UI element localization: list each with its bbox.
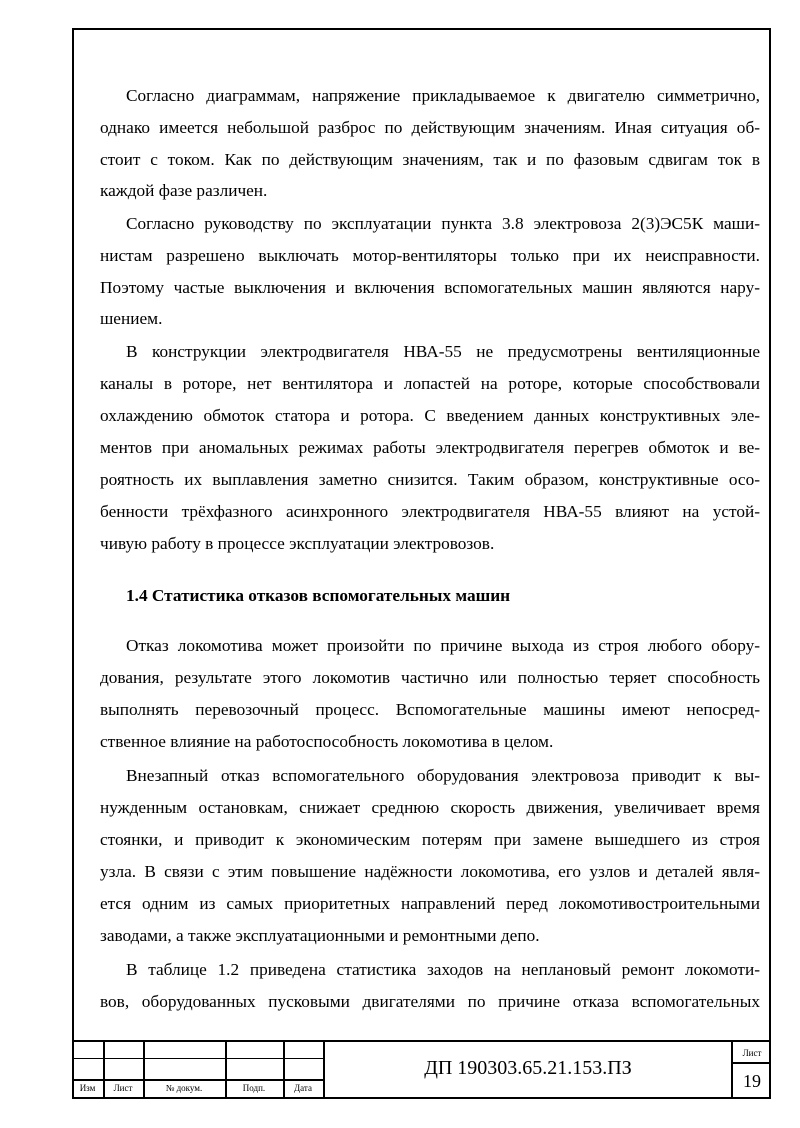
- sheet-label: Лист: [742, 1048, 762, 1058]
- text-line: стоит с током. Как по действующим значениям, так и по фазовым сдвигам ток в: [100, 150, 760, 169]
- text-line: Поэтому частые выключения и включения вспомогательных машин являются нару-: [100, 278, 760, 297]
- text-line: ственное влияние на работоспособность локомотива в целом.: [100, 732, 554, 751]
- text-line: В таблице 1.2 приведена статистика заходов на неплановый ремонт локомоти-: [126, 960, 760, 979]
- text-line: Согласно диаграммам, напряжение прикладываемое к двигателю симметрично,: [126, 86, 760, 105]
- text-line: нистам разрешено выключать мотор-вентиляторы только при их неисправности.: [100, 246, 760, 265]
- text-line: вов, оборудованных пусковыми двигателями по причине отказа вспомогательных: [100, 992, 760, 1011]
- text-line: чивую работу в процессе эксплуатации электровозов.: [100, 534, 495, 553]
- stamp-label-doc-number: № докум.: [165, 1083, 203, 1093]
- text-line: узла. В связи с этим повышение надёжности локомотива, его узлов и деталей явля-: [100, 862, 760, 881]
- text-line: ментов при аномальных режимах работы электродвигателя перегрев обмоток и ве-: [100, 438, 760, 457]
- section-heading: 1.4 Статистика отказов вспомогательных машин: [126, 586, 511, 605]
- text-line: Внезапный отказ вспомогательного оборудования электровоза приводит к вы-: [126, 766, 760, 785]
- text-line: каждой фазе различен.: [100, 181, 268, 200]
- text-line: стоянки, и приводит к экономическим потерям при замене вышедшего из строя: [100, 830, 760, 849]
- stamp-label-change: Изм: [79, 1083, 96, 1093]
- text-line: нужденным остановкам, снижает среднюю скорость движения, увеличивает время: [100, 798, 760, 817]
- document-code: ДП 190303.65.21.153.ПЗ: [424, 1057, 632, 1079]
- text-line: шением.: [100, 309, 163, 328]
- stamp-label-sheet: Лист: [113, 1083, 133, 1093]
- text-line: дования, результате этого локомотив частично или полностью теряет способность: [100, 668, 760, 687]
- text-line: бенности трёхфазного асинхронного электродвигателя НВА-55 влияют на устой-: [100, 502, 760, 521]
- text-line: охлаждению обмоток статора и ротора. С введением данных конструктивных эле-: [100, 406, 760, 425]
- text-line: В конструкции электродвигателя НВА-55 не предусмотрены вентиляционные: [126, 342, 760, 361]
- text-line: ется одним из самых приоритетных направлений перед локомотивостроительными: [100, 894, 760, 913]
- text-line: однако имеется небольшой разброс по действующим значениям. Иная ситуация об-: [100, 118, 760, 137]
- stamp-label-date: Дата: [294, 1083, 312, 1093]
- text-line: каналы в роторе, нет вентилятора и лопастей на роторе, которые способствовали: [100, 374, 760, 393]
- stamp-label-signature: Подп.: [242, 1083, 266, 1093]
- text-line: Отказ локомотива может произойти по причине выхода из строя любого обору-: [126, 636, 760, 655]
- text-line: Согласно руководству по эксплуатации пункта 3.8 электровоза 2(3)ЭС5К маши-: [126, 214, 760, 233]
- text-line: выполнять перевозочный процесс. Вспомогательные машины имеют непосред-: [100, 700, 760, 719]
- sheet-number: 19: [743, 1071, 761, 1091]
- text-line: роятность их выплавления заметно снизится. Таким образом, конструктивные осо-: [100, 470, 760, 489]
- title-block: [72, 1040, 771, 1097]
- text-line: заводами, а также эксплуатационными и ремонтными депо.: [100, 926, 540, 945]
